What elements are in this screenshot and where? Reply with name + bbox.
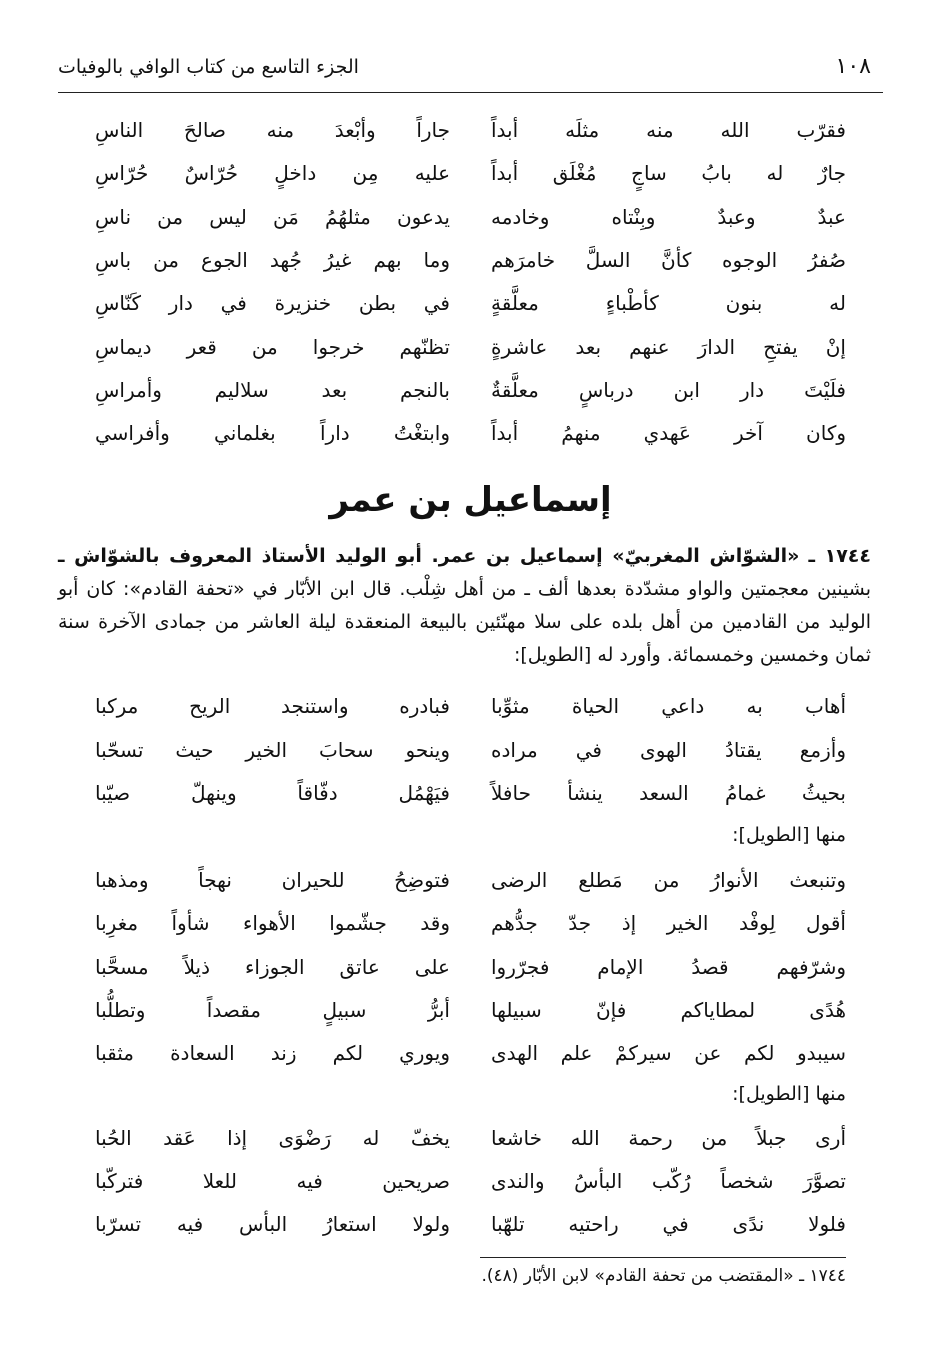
second-hemistich: فبادره واستنجد الريح مركبا (95, 694, 450, 718)
verse-row (95, 1204, 846, 1244)
second-hemistich: وقد جشّموا الأهواء شأواً مغرِبا (95, 911, 450, 936)
verse-row (95, 327, 846, 367)
verse-row (95, 283, 846, 323)
meter-label: منها [الطويل]: (732, 824, 846, 846)
first-hemistich: وأزمع يقتادُ الهوى في مراده (491, 737, 846, 762)
first-hemistich: فلولا ندًى في راحتيه تلهّبا (491, 1212, 846, 1236)
second-hemistich: وما بهم غيرُ جُهد الجوع من باسِ (95, 247, 450, 272)
first-hemistich: جارٌ له بابُ ساجٍ مُغْلَق أبداً (491, 161, 846, 186)
first-hemistich: عبدٌ وعبدٌ وبِنْتاه وخادمه (491, 204, 846, 229)
second-hemistich: بالنجم بعد سلاليم وأمراسِ (95, 377, 450, 402)
second-hemistich: في بطن خنزيرة في دار كَنّاسِ (95, 291, 450, 316)
verse-row (95, 153, 846, 193)
second-hemistich: تظنّهم خرجوا من قعر ديماسِ (95, 334, 450, 359)
verse-row (95, 1161, 846, 1201)
verse-row (95, 860, 846, 900)
entry-number: ١٧٤٤ ـ (808, 545, 871, 567)
verse-row (95, 110, 846, 150)
first-hemistich: صُفرُ الوجوه كأنَّ السلَّ خامرَهم (491, 247, 846, 272)
second-hemistich: يخفّ له رَضْوَى إذا عَقد الحُبا (95, 1126, 450, 1150)
first-hemistich: هُدًى لمطاياكم فإنّ سبيلها (491, 997, 846, 1022)
verse-row (95, 773, 846, 813)
verse-row (95, 197, 846, 237)
verse-row (95, 240, 846, 280)
verse-row (95, 1033, 846, 1073)
second-hemistich: وينحو سحابَ الخير حيث تسحّبا (95, 737, 450, 762)
first-hemistich: له بنون كأطْباءٍ معلَّقةٍ (491, 291, 846, 316)
first-hemistich: وشرّفهم قصدُ الإمام فجرّروا (491, 954, 846, 979)
second-hemistich: ولولا استعارُ البأس فيه تسرّبا (95, 1212, 450, 1236)
first-hemistich: أهاب به داعي الحياة مثوِّبا (491, 694, 846, 718)
entry-title: إسماعيل بن عمر (329, 480, 612, 520)
meter-label: منها [الطويل]: (732, 1083, 846, 1105)
first-hemistich: وكان آخر عَهدي منهمُ أبداً (491, 421, 846, 446)
verse-row (95, 686, 846, 726)
first-hemistich: أرى جبلاً من رحمة الله خاشعا (491, 1126, 846, 1150)
running-title: الجزء التاسع من كتاب الوافي بالوفيات (58, 56, 359, 78)
verse-row (95, 903, 846, 943)
first-hemistich: إنْ يفتحِ الدارَ عنهم بعد عاشرةٍ (491, 334, 846, 359)
second-hemistich: عليه مِن داخلٍ حُرّاسٌ حُرّاسِ (95, 161, 450, 186)
verse-row (95, 370, 846, 410)
second-hemistich: على عاتق الجوزاء ذيلاً مسحَّبا (95, 954, 450, 979)
verse-row (95, 413, 846, 453)
entry-body: بشينين معجمتين والواو مشدّدة بعدها ألف ـ من أهل شِلْب. قال ابن الأبّار في «تحفة القادم»: كان أبو الوليد من القادمين من أهل بلده على سلا مهنّئين بالبيعة المنعقدة ليلة العاشر من جمادى الآخرة سنة ثمان وخمسين وخمسمائة. وأورد له [الطويل]: (58, 578, 871, 666)
verse-row (95, 1118, 846, 1158)
entry-text (58, 540, 871, 672)
second-hemistich: فتوضِحُ للحيران نهجاً ومذهبا (95, 868, 450, 892)
first-hemistich: أقول لِوفْد الخير إذ جدّ جدُّهم (491, 911, 846, 936)
second-hemistich: أبرُّ سبيلٍ مقصداً وتطلُّبا (95, 997, 450, 1022)
header-rule (58, 92, 883, 93)
first-hemistich: وتنبعث الأنوارُ من مَطلع الرضى (491, 868, 846, 892)
first-hemistich: فقرّب الله منه مثلَه أبداً (491, 118, 846, 142)
second-hemistich: صريحين فيه للعلا فتركّبا (95, 1169, 450, 1193)
first-hemistich: بحيثُ غمامُ السعد ينشأ حافلاً (491, 781, 846, 805)
second-hemistich: وابتغْتُ داراً بغلماني وأفراسي (95, 421, 450, 446)
footnote: ١٧٤٤ ـ «المقتضب من تحفة القادم» لابن الأبّار (٤٨). (481, 1266, 846, 1286)
verse-row (95, 947, 846, 987)
second-hemistich: يدعون مثلهُمُ مَن ليس من ناسِ (95, 204, 450, 229)
first-hemistich: فلَيْتَ دار ابن درباسٍ معلَّقةٌ (491, 377, 846, 402)
footnote-rule (480, 1257, 846, 1258)
verse-row (95, 990, 846, 1030)
verse-row (95, 730, 846, 770)
second-hemistich: فيَهْمُل دفّاقاً وينهلّ صيّبا (95, 781, 450, 805)
first-hemistich: سيبدو لكم عن سيركمْ علم الهدى (491, 1041, 846, 1066)
second-hemistich: ويوري لكم زند السعادة مثقبا (95, 1041, 450, 1066)
second-hemistich: جاراً وأبْعدَ منه صالحَ الناسِ (95, 118, 450, 142)
first-hemistich: تصوَّرَ شخصاً رُكّب البأسُ والندى (491, 1169, 846, 1193)
page-number: ١٠٨ (835, 54, 871, 79)
entry-lead: «الشوّاش المغربيّ» إسماعيل بن عمر. أبو الوليد الأستاذ المعروف بالشوّاش ـ (58, 545, 800, 567)
